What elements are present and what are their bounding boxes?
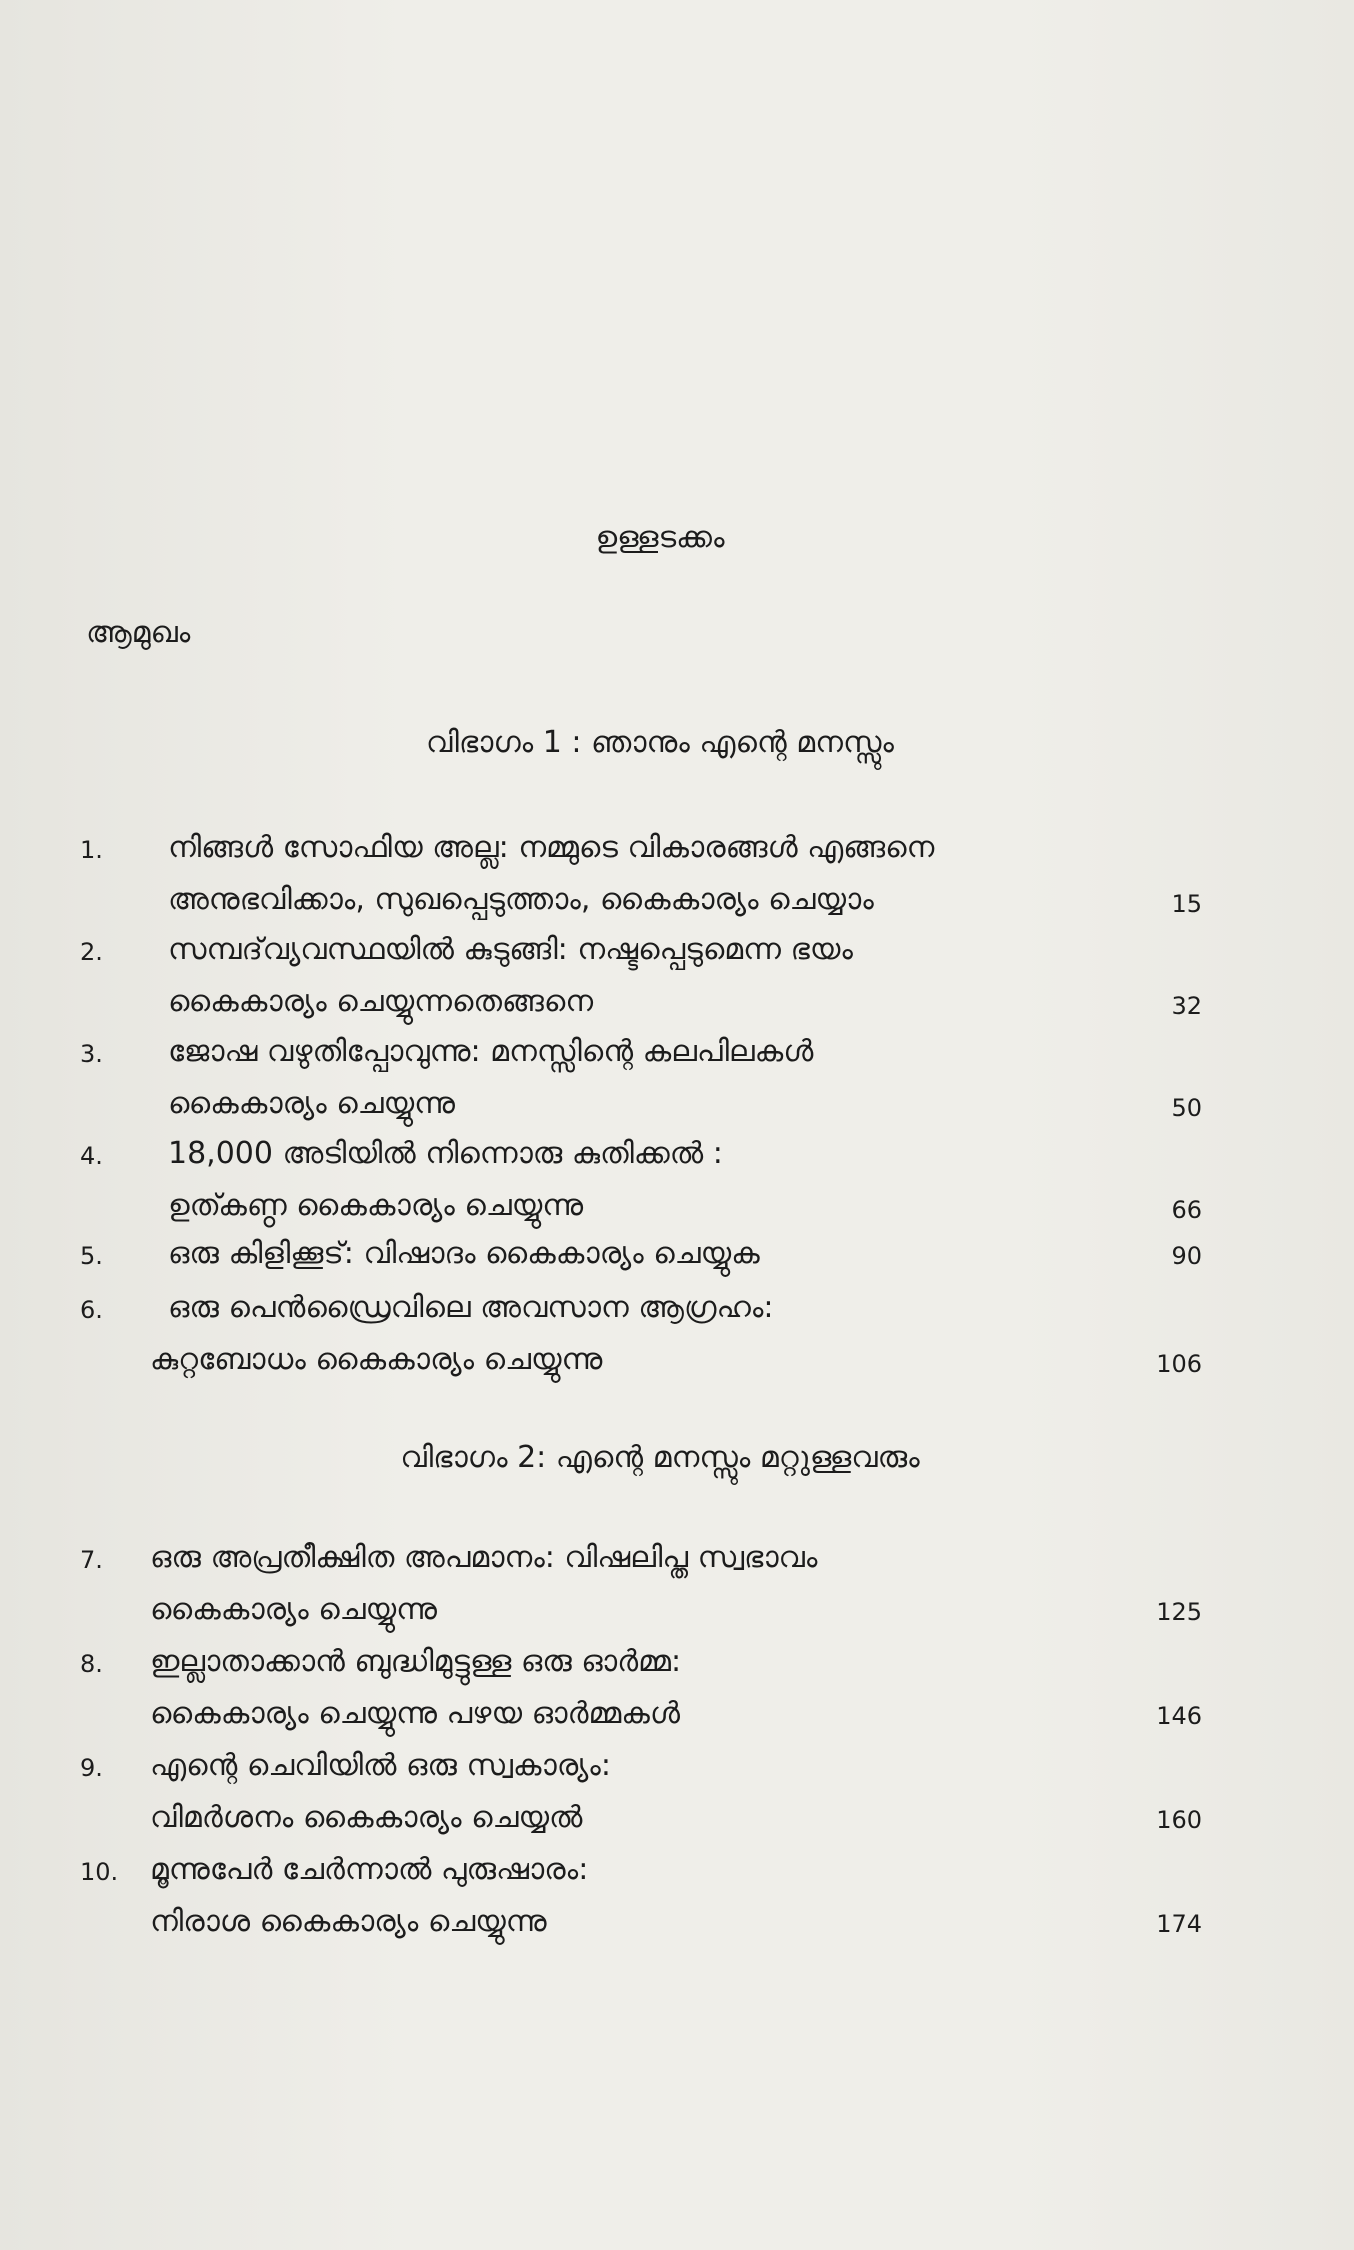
entry-page-number: 90: [1171, 1242, 1202, 1270]
entry-page-number: 160: [1156, 1806, 1202, 1834]
entry-page-number: 66: [1171, 1196, 1202, 1224]
entry-page-number: 15: [1171, 890, 1202, 918]
entry-page-number: 174: [1156, 1910, 1202, 1938]
entry-title-line2: കൈകാര്യം ചെയ്യുന്നു: [150, 1592, 437, 1627]
entry-number: 9.: [80, 1754, 103, 1782]
entry-number: 5.: [80, 1242, 103, 1270]
entry-title-line1: ഒരു കിളിക്കൂട്: വിഷാദം കൈകാര്യം ചെയ്യുക: [168, 1236, 760, 1271]
entry-title-line2: നിരാശ കൈകാര്യം ചെയ്യുന്നു: [150, 1904, 547, 1939]
entry-number: 6.: [80, 1296, 103, 1324]
entry-number: 8.: [80, 1650, 103, 1678]
entry-title-line2: കൈകാര്യം ചെയ്യുന്നതെങ്ങനെ: [168, 984, 594, 1019]
section-1-title: വിഭാഗം 1 : ഞാനും എന്റെ മനസ്സും: [426, 725, 894, 760]
entry-title-line1: ജോഷ വഴുതിപ്പോവുന്നു: മനസ്സിന്റെ കലപിലകൾ: [168, 1034, 814, 1069]
entry-title-line1: സമ്പദ്‌വ്യവസ്ഥയിൽ കുടുങ്ങി: നഷ്ടപ്പെടുമെന്ന ഭയം: [168, 932, 854, 967]
entry-page-number: 106: [1156, 1350, 1202, 1378]
entry-page-number: 50: [1171, 1094, 1202, 1122]
entry-title-line1: എന്റെ ചെവിയിൽ ഒരു സ്വകാര്യം:: [150, 1748, 611, 1783]
entry-title-line1: മൂന്നുപേർ ചേർന്നാൽ പുരുഷാരം:: [150, 1852, 589, 1887]
entry-title-line2: കൈകാര്യം ചെയ്യുന്നു: [168, 1086, 455, 1121]
entry-number: 7.: [80, 1546, 103, 1574]
section-2-title: വിഭാഗം 2: എന്റെ മനസ്സും മറ്റുള്ളവരും: [400, 1440, 920, 1475]
entry-number: 2.: [80, 938, 103, 966]
contents-heading: ഉള്ളടക്കം: [595, 520, 725, 555]
preface-entry: ആമുഖം: [86, 615, 191, 650]
entry-title-line1: 18,000 അടിയിൽ നിന്നൊരു കുതിക്കൽ :: [168, 1136, 723, 1171]
entry-title-line1: നിങ്ങൾ സോഫിയ അല്ല: നമ്മുടെ വികാരങ്ങൾ എങ്ങനെ: [168, 830, 935, 865]
entry-page-number: 32: [1171, 992, 1202, 1020]
entry-title-line1: ഒരു പെൻഡ്രൈവിലെ അവസാന ആഗ്രഹം:: [168, 1290, 774, 1325]
entry-page-number: 146: [1156, 1702, 1202, 1730]
entry-title-line1: ഒരു അപ്രതീക്ഷിത അപമാനം: വിഷലിപ്ത സ്വഭാവം: [150, 1540, 818, 1575]
entry-number: 3.: [80, 1040, 103, 1068]
entry-number: 4.: [80, 1142, 103, 1170]
entry-title-line2: അനുഭവിക്കാം, സുഖപ്പെടുത്താം, കൈകാര്യം ചെയ്യാം: [168, 882, 874, 917]
entry-title-line2: കൈകാര്യം ചെയ്യുന്നു പഴയ ഓർമ്മകൾ: [150, 1696, 680, 1731]
entry-title-line2: ഉത്കണ്ഠ കൈകാര്യം ചെയ്യുന്നു: [168, 1188, 584, 1223]
entry-number: 1.: [80, 836, 103, 864]
entry-title-line2: കുറ്റബോധം കൈകാര്യം ചെയ്യുന്നു: [150, 1342, 603, 1377]
entry-title-line1: ഇല്ലാതാക്കാൻ ബുദ്ധിമുട്ടുള്ള ഒരു ഓർമ്മ:: [150, 1644, 682, 1679]
entry-page-number: 125: [1156, 1598, 1202, 1626]
entry-number: 10.: [80, 1858, 119, 1886]
entry-title-line2: വിമർശനം കൈകാര്യം ചെയ്യൽ: [150, 1800, 583, 1835]
